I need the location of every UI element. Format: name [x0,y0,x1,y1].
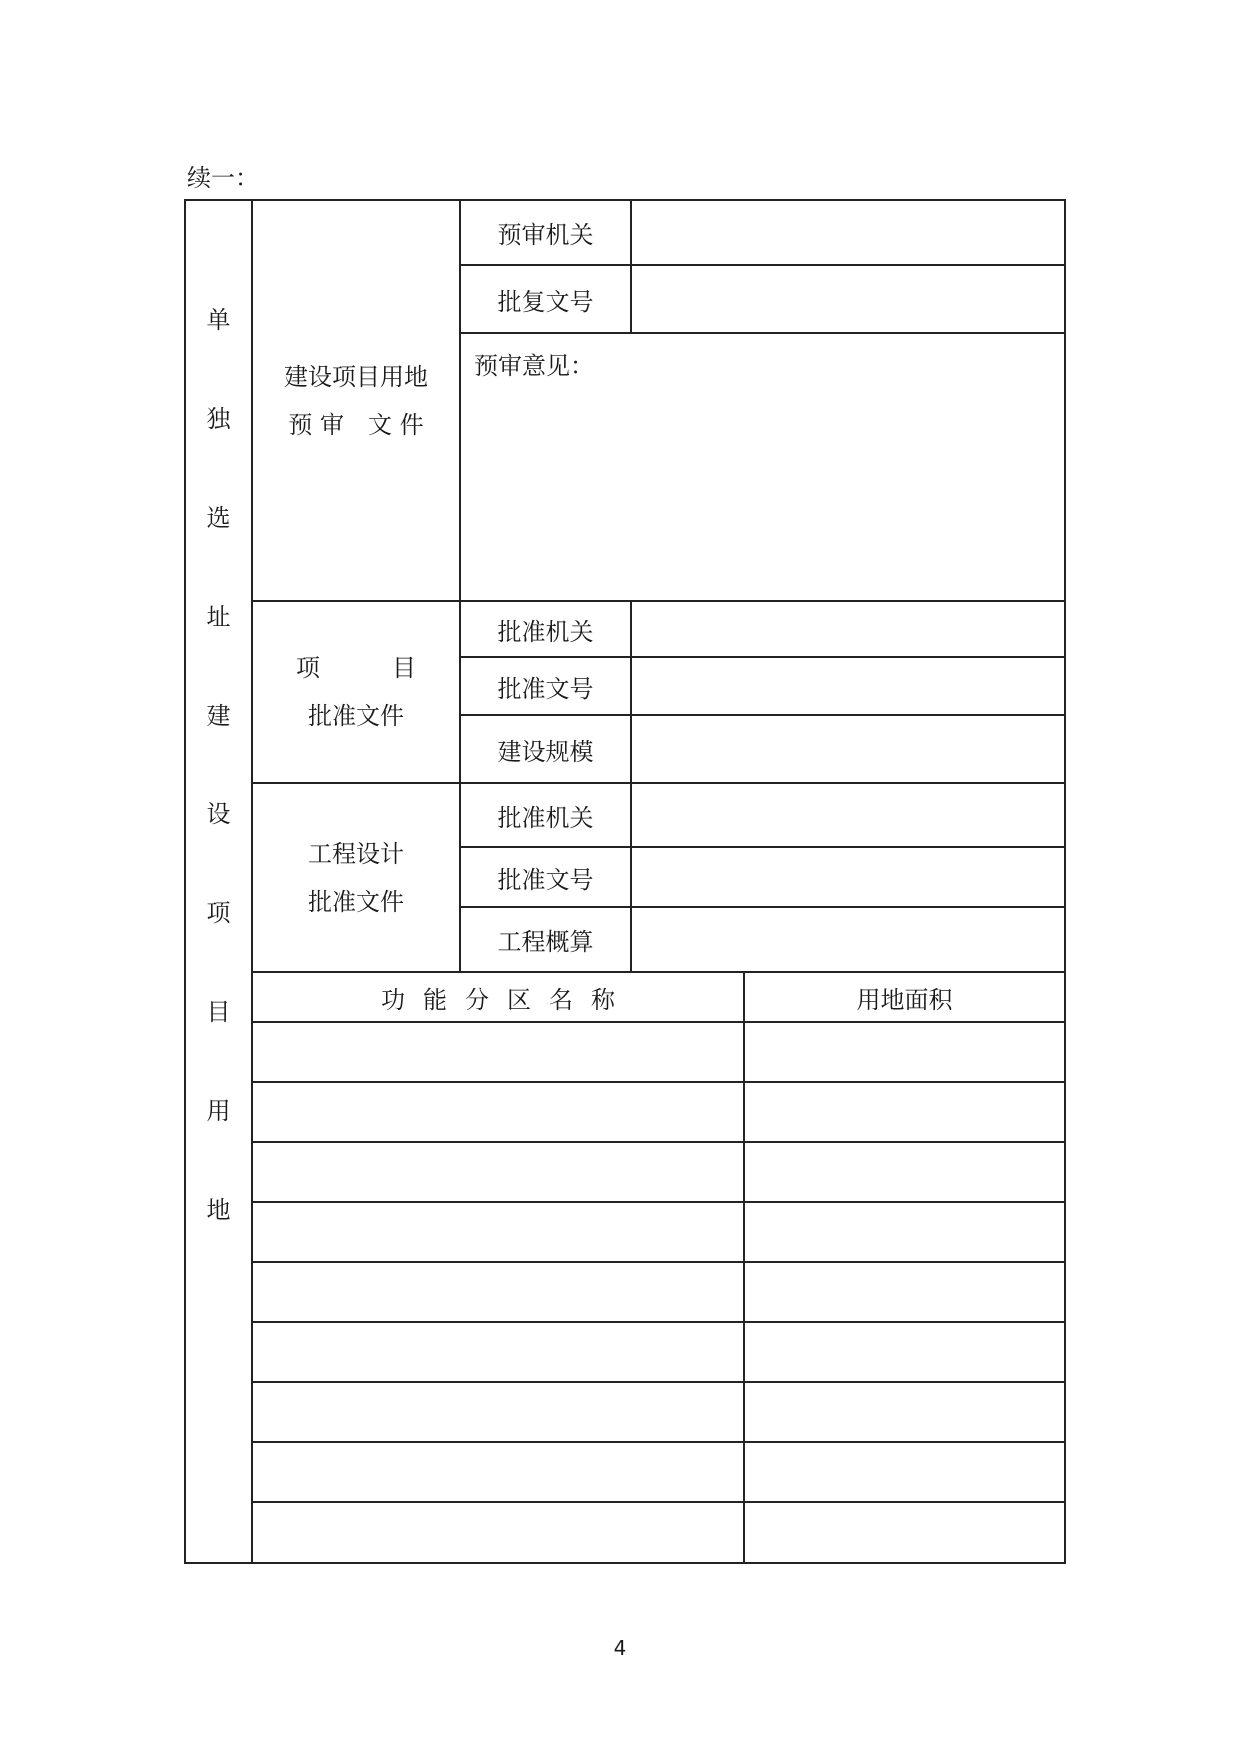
zone-header-area: 用地面积 [856,985,953,1014]
field-label-construction-scale: 建设规模 [497,737,594,766]
zone-divider [251,1441,1066,1443]
continuation-heading: 续一： [187,164,259,192]
field-value-construction-scale[interactable] [632,716,1064,782]
side-label-char: 选 [206,503,231,532]
zone-divider [251,1081,1066,1083]
side-label-char: 单 [206,306,231,334]
field-label-budget-estimate: 工程概算 [497,928,594,956]
field-value-reply-number[interactable] [632,266,1064,332]
review-opinion-label: 预审意见： [474,352,594,380]
field-label-approval-authority: 批准机关 [497,617,594,646]
side-label-char: 目 [206,998,231,1027]
side-label [186,308,251,1222]
group-label-line: 批准文件 [308,887,404,916]
side-label-char: 设 [206,800,231,829]
form-border-bottom [184,1562,1066,1564]
field-label-design-authority: 批准机关 [497,803,594,832]
group-label-project-approval [253,602,459,782]
zone-column-divider [743,971,745,1564]
zone-divider [251,1201,1066,1203]
side-label-char: 地 [206,1195,231,1224]
side-label-char: 建 [206,701,231,730]
page-number: 4 [613,1636,627,1660]
field-value-approval-number[interactable] [632,658,1064,714]
zone-divider [251,1321,1066,1323]
field-value-approval-authority[interactable] [632,602,1064,656]
divider-row-2 [459,332,1066,334]
zone-divider [251,1261,1066,1263]
field-label-design-number: 批准文号 [497,865,594,894]
field-value-review-authority[interactable] [632,201,1064,264]
zone-header-name: 功能分区名称 [381,985,633,1014]
group-label-line: 工程设计 [308,839,404,868]
side-label-char: 用 [206,1097,231,1125]
side-label-char: 址 [206,602,231,631]
group-label-line: 预 审 文 件 [288,410,424,439]
group-label-design-approval [253,784,459,971]
group-label-line: 建设项目用地 [284,362,428,391]
field-label-review-authority: 预审机关 [497,221,594,249]
field-label-reply-number: 批复文号 [497,287,594,316]
review-opinion-area[interactable] [461,380,1064,598]
field-value-budget-estimate[interactable] [632,908,1064,971]
zone-divider-header [251,1021,1066,1023]
group-label-pre-review [253,201,459,600]
zone-divider [251,1141,1066,1143]
side-label-char: 项 [206,899,231,928]
field-value-design-authority[interactable] [632,784,1064,846]
side-label-char: 独 [206,404,231,433]
form-border-right [1064,199,1066,1564]
group-label-line: 批准文件 [308,702,404,730]
field-value-design-number[interactable] [632,848,1064,906]
group-label-line: 项 目 [296,654,416,682]
zone-divider [251,1501,1066,1503]
zone-divider [251,1381,1066,1383]
field-label-approval-number: 批准文号 [497,674,594,703]
